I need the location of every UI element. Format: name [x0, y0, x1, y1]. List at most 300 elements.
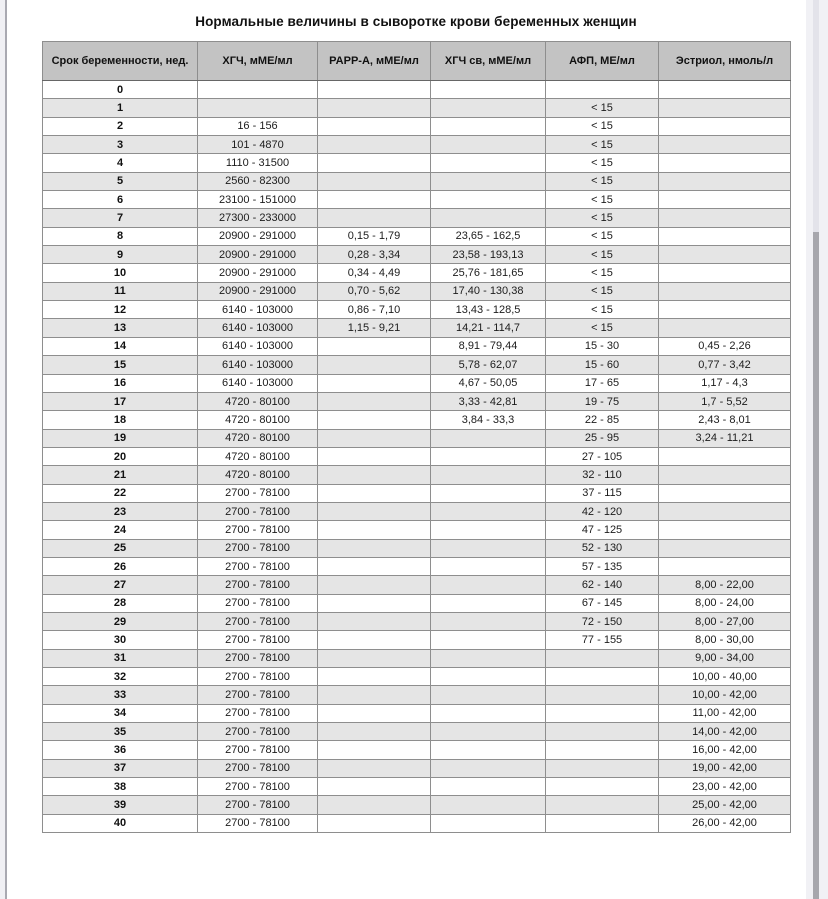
table-row [43, 796, 791, 814]
table-row [43, 429, 791, 447]
table-cell [318, 484, 431, 502]
week-cell: 7 [43, 209, 198, 227]
table-cell [431, 576, 546, 594]
week-cell: 6 [43, 191, 198, 209]
table-cell: 16 - 156 [198, 117, 318, 135]
table-cell: 6140 - 103000 [198, 319, 318, 337]
table-cell [659, 466, 791, 484]
table-cell: 8,91 - 79,44 [431, 337, 546, 355]
table-cell: 23,58 - 193,13 [431, 246, 546, 264]
table-cell: < 15 [546, 282, 659, 300]
table-cell: 77 - 155 [546, 631, 659, 649]
table-cell: 4720 - 80100 [198, 392, 318, 410]
table-cell: 23100 - 151000 [198, 191, 318, 209]
table-cell: < 15 [546, 246, 659, 264]
table-cell: 32 - 110 [546, 466, 659, 484]
table-cell [546, 814, 659, 832]
table-cell: < 15 [546, 172, 659, 190]
table-cell: 14,00 - 42,00 [659, 723, 791, 741]
scrollbar-thumb[interactable] [813, 232, 819, 899]
week-cell: 12 [43, 301, 198, 319]
table-cell: 26,00 - 42,00 [659, 814, 791, 832]
table-cell [431, 686, 546, 704]
table-row [43, 631, 791, 649]
table-cell: < 15 [546, 117, 659, 135]
table-cell: 72 - 150 [546, 612, 659, 630]
table-row [43, 301, 791, 319]
table-cell: 2700 - 78100 [198, 778, 318, 796]
week-cell: 26 [43, 557, 198, 575]
table-cell: 2700 - 78100 [198, 796, 318, 814]
table-cell: 2700 - 78100 [198, 612, 318, 630]
table-cell [546, 704, 659, 722]
table-row [43, 81, 791, 99]
table-row [43, 447, 791, 465]
table-cell: 1,15 - 9,21 [318, 319, 431, 337]
table-cell: 20900 - 291000 [198, 246, 318, 264]
table-cell [431, 209, 546, 227]
table-cell [431, 117, 546, 135]
table-cell [318, 814, 431, 832]
table-cell: 2700 - 78100 [198, 539, 318, 557]
table-cell [318, 136, 431, 154]
column-header-5: Эстриол, нмоль/л [659, 42, 791, 81]
column-header-4: АФП, МЕ/мл [546, 42, 659, 81]
table-row [43, 814, 791, 832]
table-cell: 6140 - 103000 [198, 337, 318, 355]
table-cell [318, 631, 431, 649]
table-cell: < 15 [546, 99, 659, 117]
table-cell: < 15 [546, 136, 659, 154]
table-cell [659, 502, 791, 520]
week-cell: 39 [43, 796, 198, 814]
table-cell [431, 759, 546, 777]
week-cell: 4 [43, 154, 198, 172]
table-row [43, 99, 791, 117]
table-row [43, 264, 791, 282]
table-cell: < 15 [546, 264, 659, 282]
table-cell: 3,33 - 42,81 [431, 392, 546, 410]
table-cell [546, 723, 659, 741]
table-cell [659, 191, 791, 209]
table-row [43, 282, 791, 300]
table-cell [431, 649, 546, 667]
column-header-0: Срок беременности, нед. [43, 42, 198, 81]
reference-table [42, 41, 791, 833]
table-cell: 4,67 - 50,05 [431, 374, 546, 392]
table-cell: 1,7 - 5,52 [659, 392, 791, 410]
table-row [43, 686, 791, 704]
table-cell [318, 209, 431, 227]
table-cell: 1,17 - 4,3 [659, 374, 791, 392]
week-cell: 35 [43, 723, 198, 741]
table-cell [318, 557, 431, 575]
table-cell [546, 778, 659, 796]
table-cell [431, 594, 546, 612]
table-cell [318, 466, 431, 484]
table-cell: 25,00 - 42,00 [659, 796, 791, 814]
table-cell [659, 209, 791, 227]
table-cell: 6140 - 103000 [198, 301, 318, 319]
table-cell [318, 429, 431, 447]
table-cell: 0,28 - 3,34 [318, 246, 431, 264]
table-cell: 2700 - 78100 [198, 741, 318, 759]
table-cell [659, 521, 791, 539]
table-cell: 17,40 - 130,38 [431, 282, 546, 300]
table-cell: 16,00 - 42,00 [659, 741, 791, 759]
week-cell: 34 [43, 704, 198, 722]
table-cell [431, 81, 546, 99]
table-cell [659, 246, 791, 264]
week-cell: 9 [43, 246, 198, 264]
table-cell: 8,00 - 27,00 [659, 612, 791, 630]
table-cell: 101 - 4870 [198, 136, 318, 154]
week-cell: 23 [43, 502, 198, 520]
table-cell: 2700 - 78100 [198, 723, 318, 741]
table-cell: 2700 - 78100 [198, 521, 318, 539]
table-cell [659, 136, 791, 154]
table-cell: 20900 - 291000 [198, 227, 318, 245]
table-cell: 2700 - 78100 [198, 649, 318, 667]
week-cell: 40 [43, 814, 198, 832]
table-cell [318, 741, 431, 759]
table-row [43, 521, 791, 539]
week-cell: 5 [43, 172, 198, 190]
table-cell: 2700 - 78100 [198, 576, 318, 594]
week-cell: 25 [43, 539, 198, 557]
table-row [43, 319, 791, 337]
table-cell [546, 759, 659, 777]
table-cell: 47 - 125 [546, 521, 659, 539]
week-cell: 31 [43, 649, 198, 667]
table-cell [431, 796, 546, 814]
table-cell: 0,77 - 3,42 [659, 356, 791, 374]
week-cell: 29 [43, 612, 198, 630]
table-cell: 23,00 - 42,00 [659, 778, 791, 796]
week-cell: 33 [43, 686, 198, 704]
table-cell: 9,00 - 34,00 [659, 649, 791, 667]
week-cell: 8 [43, 227, 198, 245]
table-cell: 6140 - 103000 [198, 356, 318, 374]
table-cell: 4720 - 80100 [198, 466, 318, 484]
table-cell [431, 502, 546, 520]
table-header-row [43, 42, 791, 81]
table-row [43, 649, 791, 667]
table-cell: 4720 - 80100 [198, 411, 318, 429]
table-cell [431, 631, 546, 649]
table-cell [431, 723, 546, 741]
column-header-3: ХГЧ св, мМЕ/мл [431, 42, 546, 81]
table-cell [546, 668, 659, 686]
week-cell: 19 [43, 429, 198, 447]
table-row [43, 227, 791, 245]
table-cell [546, 796, 659, 814]
table-cell [659, 227, 791, 245]
week-cell: 30 [43, 631, 198, 649]
table-cell: 19 - 75 [546, 392, 659, 410]
table-row [43, 759, 791, 777]
week-cell: 20 [43, 447, 198, 465]
table-cell [318, 502, 431, 520]
table-cell: 14,21 - 114,7 [431, 319, 546, 337]
table-cell [318, 704, 431, 722]
table-cell: 0,45 - 2,26 [659, 337, 791, 355]
table-cell [431, 741, 546, 759]
table-cell [431, 136, 546, 154]
table-cell [659, 447, 791, 465]
table-cell [318, 374, 431, 392]
week-cell: 17 [43, 392, 198, 410]
table-cell [659, 539, 791, 557]
table-cell [198, 81, 318, 99]
table-cell [659, 484, 791, 502]
table-cell: 2700 - 78100 [198, 814, 318, 832]
table-cell [431, 539, 546, 557]
table-row [43, 723, 791, 741]
vertical-scrollbar[interactable] [806, 0, 828, 899]
table-cell: 27 - 105 [546, 447, 659, 465]
week-cell: 14 [43, 337, 198, 355]
table-cell: 15 - 30 [546, 337, 659, 355]
table-cell: 2560 - 82300 [198, 172, 318, 190]
table-cell [546, 686, 659, 704]
week-cell: 37 [43, 759, 198, 777]
table-cell: 67 - 145 [546, 594, 659, 612]
table-cell: 2,43 - 8,01 [659, 411, 791, 429]
table-cell [431, 466, 546, 484]
table-cell [659, 172, 791, 190]
table-cell [318, 392, 431, 410]
week-cell: 15 [43, 356, 198, 374]
table-cell: < 15 [546, 227, 659, 245]
table-cell [431, 484, 546, 502]
table-cell [659, 282, 791, 300]
table-row [43, 209, 791, 227]
table-cell [318, 81, 431, 99]
table-cell [431, 557, 546, 575]
week-cell: 22 [43, 484, 198, 502]
week-cell: 16 [43, 374, 198, 392]
table-row [43, 668, 791, 686]
week-cell: 36 [43, 741, 198, 759]
week-cell: 38 [43, 778, 198, 796]
table-cell [659, 154, 791, 172]
table-cell [659, 319, 791, 337]
table-row [43, 612, 791, 630]
table-cell [431, 447, 546, 465]
table-row [43, 576, 791, 594]
table-cell [431, 814, 546, 832]
table-cell [318, 521, 431, 539]
table-cell [659, 301, 791, 319]
table-cell: 62 - 140 [546, 576, 659, 594]
table-cell [659, 81, 791, 99]
table-cell [318, 686, 431, 704]
table-cell: 2700 - 78100 [198, 557, 318, 575]
table-cell: 0,34 - 4,49 [318, 264, 431, 282]
table-cell: < 15 [546, 319, 659, 337]
table-cell [659, 99, 791, 117]
week-cell: 32 [43, 668, 198, 686]
table-cell: 2700 - 78100 [198, 594, 318, 612]
table-cell: 25 - 95 [546, 429, 659, 447]
table-cell: 10,00 - 42,00 [659, 686, 791, 704]
table-cell: 0,15 - 1,79 [318, 227, 431, 245]
page-left-edge [0, 0, 7, 899]
column-header-2: PAPP-A, мМЕ/мл [318, 42, 431, 81]
table-cell [431, 612, 546, 630]
table-cell: 2700 - 78100 [198, 668, 318, 686]
table-cell: 27300 - 233000 [198, 209, 318, 227]
table-cell: 10,00 - 40,00 [659, 668, 791, 686]
week-cell: 13 [43, 319, 198, 337]
table-cell [318, 594, 431, 612]
week-cell: 18 [43, 411, 198, 429]
table-row [43, 154, 791, 172]
week-cell: 0 [43, 81, 198, 99]
table-cell: < 15 [546, 191, 659, 209]
table-row [43, 356, 791, 374]
table-cell: 37 - 115 [546, 484, 659, 502]
table-cell: 2700 - 78100 [198, 704, 318, 722]
table-cell [431, 429, 546, 447]
table-cell [318, 796, 431, 814]
week-cell: 28 [43, 594, 198, 612]
table-cell [431, 99, 546, 117]
table-cell [431, 704, 546, 722]
table-cell [318, 778, 431, 796]
table-cell: 23,65 - 162,5 [431, 227, 546, 245]
table-row [43, 136, 791, 154]
table-cell: 0,86 - 7,10 [318, 301, 431, 319]
table-cell [318, 723, 431, 741]
table-row [43, 466, 791, 484]
week-cell: 24 [43, 521, 198, 539]
table-cell: 20900 - 291000 [198, 282, 318, 300]
table-cell: 6140 - 103000 [198, 374, 318, 392]
table-row [43, 484, 791, 502]
table-cell [431, 668, 546, 686]
page-title: Нормальные величины в сыворотке крови беременных женщин [195, 14, 637, 29]
table-cell [318, 411, 431, 429]
week-cell: 3 [43, 136, 198, 154]
table-row [43, 741, 791, 759]
table-cell: 20900 - 291000 [198, 264, 318, 282]
table-cell [318, 759, 431, 777]
table-row [43, 557, 791, 575]
table-cell: 3,84 - 33,3 [431, 411, 546, 429]
table-cell: 25,76 - 181,65 [431, 264, 546, 282]
week-cell: 27 [43, 576, 198, 594]
table-cell [318, 337, 431, 355]
table-cell [431, 191, 546, 209]
table-cell [318, 191, 431, 209]
table-cell [318, 668, 431, 686]
table-cell: 0,70 - 5,62 [318, 282, 431, 300]
table-cell [198, 99, 318, 117]
table-row [43, 172, 791, 190]
table-cell: 19,00 - 42,00 [659, 759, 791, 777]
table-cell: < 15 [546, 301, 659, 319]
table-cell: 8,00 - 24,00 [659, 594, 791, 612]
table-cell [318, 99, 431, 117]
table-cell [659, 264, 791, 282]
table-cell: 4720 - 80100 [198, 447, 318, 465]
table-cell [318, 356, 431, 374]
table-cell [546, 81, 659, 99]
table-row [43, 704, 791, 722]
table-cell: 2700 - 78100 [198, 502, 318, 520]
week-cell: 21 [43, 466, 198, 484]
table-row [43, 502, 791, 520]
table-cell: < 15 [546, 209, 659, 227]
table-header [43, 42, 791, 81]
table-cell: 2700 - 78100 [198, 484, 318, 502]
table-cell: 11,00 - 42,00 [659, 704, 791, 722]
table-row [43, 337, 791, 355]
table-row [43, 374, 791, 392]
table-cell [431, 154, 546, 172]
table-row [43, 392, 791, 410]
table-row [43, 411, 791, 429]
table-cell: < 15 [546, 154, 659, 172]
table-row [43, 594, 791, 612]
table-cell: 22 - 85 [546, 411, 659, 429]
table-row [43, 246, 791, 264]
table-cell [431, 172, 546, 190]
table-cell: 8,00 - 30,00 [659, 631, 791, 649]
table-cell [659, 557, 791, 575]
table-cell [546, 649, 659, 667]
table-cell [431, 521, 546, 539]
table-cell: 42 - 120 [546, 502, 659, 520]
week-cell: 10 [43, 264, 198, 282]
table-cell [546, 741, 659, 759]
table-cell: 5,78 - 62,07 [431, 356, 546, 374]
table-cell [318, 447, 431, 465]
table-cell [318, 117, 431, 135]
table-cell: 8,00 - 22,00 [659, 576, 791, 594]
table-cell: 15 - 60 [546, 356, 659, 374]
week-cell: 1 [43, 99, 198, 117]
table-cell [318, 154, 431, 172]
week-cell: 11 [43, 282, 198, 300]
table-cell: 2700 - 78100 [198, 686, 318, 704]
table-row [43, 539, 791, 557]
table-cell: 3,24 - 11,21 [659, 429, 791, 447]
table-cell: 17 - 65 [546, 374, 659, 392]
table-cell [318, 539, 431, 557]
table-row [43, 191, 791, 209]
table-cell [431, 778, 546, 796]
table-cell [659, 117, 791, 135]
table-cell [318, 649, 431, 667]
table-row [43, 778, 791, 796]
table-cell: 4720 - 80100 [198, 429, 318, 447]
table-cell: 57 - 135 [546, 557, 659, 575]
table-cell [318, 172, 431, 190]
table-cell: 1110 - 31500 [198, 154, 318, 172]
table-row [43, 117, 791, 135]
table-cell: 2700 - 78100 [198, 759, 318, 777]
table-cell: 2700 - 78100 [198, 631, 318, 649]
table-cell: 52 - 130 [546, 539, 659, 557]
table-cell [318, 612, 431, 630]
table-cell: 13,43 - 128,5 [431, 301, 546, 319]
week-cell: 2 [43, 117, 198, 135]
table-cell [318, 576, 431, 594]
column-header-1: ХГЧ, мМЕ/мл [198, 42, 318, 81]
